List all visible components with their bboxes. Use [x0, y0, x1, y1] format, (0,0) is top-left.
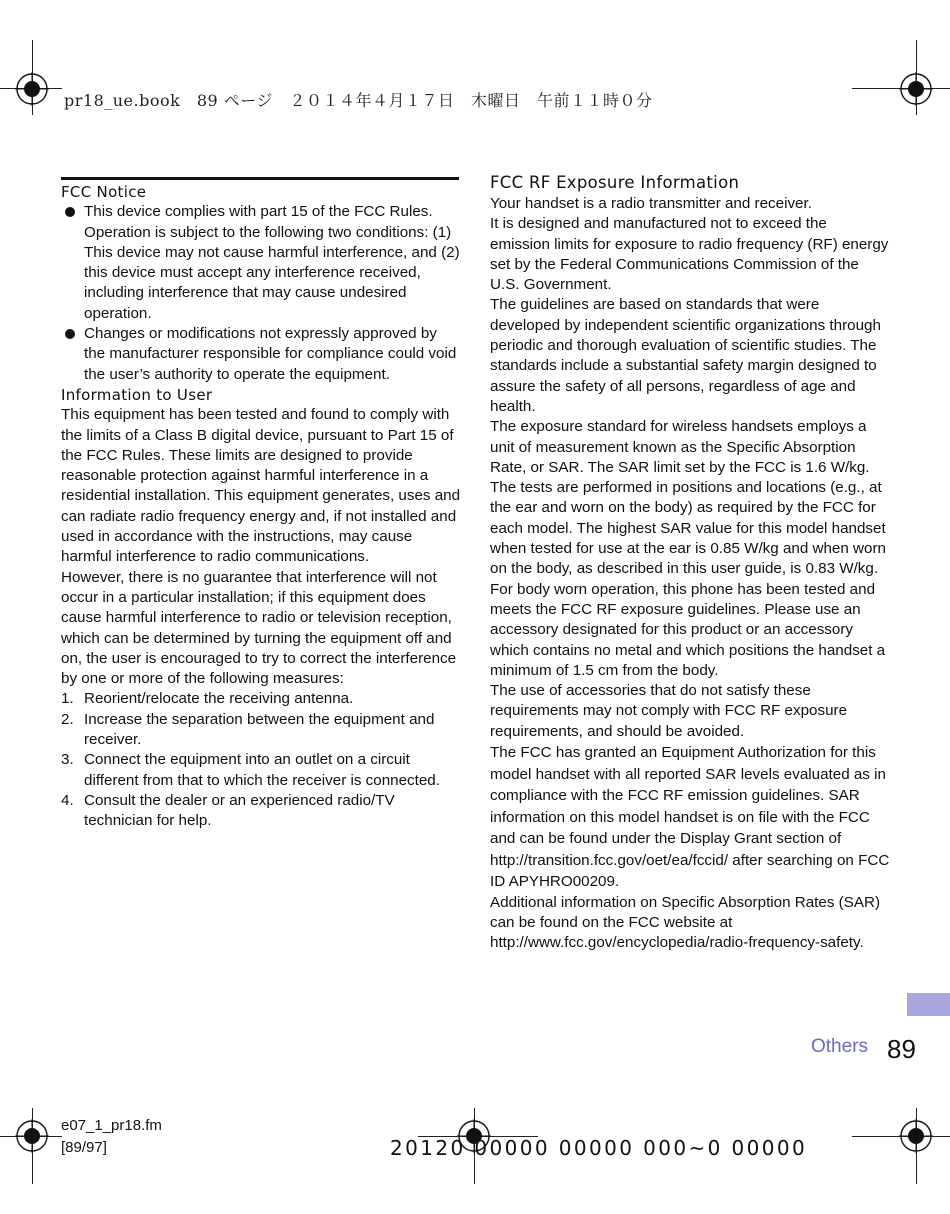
step-number: 1.	[61, 690, 74, 708]
list-item	[61, 689, 461, 709]
step-number: 4.	[61, 791, 74, 809]
rf-paragraph: Your handset is a radio transmitter and receiver.	[490, 195, 812, 212]
step-text: Reorient/relocate the receiving antenna.	[84, 690, 354, 708]
rf-paragraph: The tests are performed in positions and locations (e.g., at the ear and worn on the body) as required by the FCC for each model. The highest SAR value for this model handset when tested for use at the ear is 0.85 W/kg and when worn on the body, as described in this user guide, is 0.83 W/kg.	[490, 479, 886, 578]
list-item	[61, 324, 461, 385]
source-file-name: e07_1_pr18.fm	[61, 1117, 162, 1134]
rf-paragraph: The FCC has granted an Equipment Authorization for this model handset with all reported SAR levels evaluated as in compliance with the FCC RF emission guidelines. SAR information on this model handset is on file with the FCC and can be found under the Display Grant section of http://transition.fcc.gov/oet/ea/fccid/ after searching on FCC ID APYHRO00209.	[490, 744, 890, 891]
right-column	[490, 172, 890, 953]
measures-list	[61, 689, 461, 831]
left-column	[61, 182, 461, 832]
information-to-user-heading: Information to User	[61, 385, 213, 404]
step-number: 3.	[61, 751, 74, 769]
step-text: Increase the separation between the equipment and receiver.	[84, 710, 435, 749]
info-paragraph: This equipment has been tested and found to comply with the limits of a Class B digital device, pursuant to Part 15 of the FCC Rules. These limits are designed to provide reasonable protection against harmful interference in a residential installation. This equipment generates, uses and can radiate radio frequency energy and, if not installed and used in accordance with the instructions, may cause harmful interference to radio communications.	[61, 406, 461, 566]
rf-paragraph: The use of accessories that do not satisfy these requirements may not comply with FCC RF exposure requirements, and should be avoided.	[490, 682, 848, 740]
page-range: [89/97]	[61, 1139, 107, 1156]
print-code: 20120 00000 00000 000~0 00000	[390, 1136, 808, 1160]
rf-paragraph: It is designed and manufactured not to exceed the emission limits for exposure to radio frequency (RF) energy set by the Federal Communications Commission of the U.S. Government.	[490, 215, 889, 294]
print-header: pr18_ue.book 89 ページ ２０１４年４月１７日 木曜日 午前１１時０分	[64, 91, 653, 110]
section-label: Others	[811, 1036, 869, 1057]
registration-mark-icon	[15, 72, 49, 106]
list-item	[61, 750, 461, 791]
section-tab	[907, 993, 950, 1016]
fcc-notice-heading: FCC Notice	[61, 183, 147, 201]
list-item	[61, 710, 461, 751]
page-number: 89	[887, 1034, 916, 1064]
bullet-icon	[65, 329, 75, 339]
step-number: 2.	[61, 710, 74, 728]
rf-paragraph: Additional information on Specific Absorption Rates (SAR) can be found on the FCC website at http://www.fcc.gov/encyclopedia/radio-frequency-safety.	[490, 893, 881, 952]
registration-mark-icon	[15, 1119, 49, 1153]
list-item	[61, 202, 461, 324]
registration-mark-icon	[899, 1119, 933, 1153]
section-top-rule	[61, 177, 459, 180]
info-paragraph: However, there is no guarantee that interference will not occur in a particular installation; if this equipment does cause harmful interference to radio or television reception, which can be determined by turning the equipment off and on, the user is encouraged to try to correct the interference by one or more of the following measures:	[61, 568, 457, 688]
bullet-text: Changes or modifications not expressly approved by the manufacturer responsible for compliance could void the user’s authority to operate the equipment.	[84, 325, 457, 383]
rf-paragraph: For body worn operation, this phone has been tested and meets the FCC RF exposure guidelines. Please use an accessory designated for this product or an accessory which contains no metal and which positions the handset a minimum of 1.5 cm from the body.	[490, 580, 886, 679]
rf-paragraph: The exposure standard for wireless handsets employs a unit of measurement known as the Specific Absorption Rate, or SAR. The SAR limit set by the FCC is 1.6 W/kg.	[490, 418, 870, 476]
step-text: Connect the equipment into an outlet on a circuit different from that to which the receiver is connected.	[84, 751, 440, 789]
step-text: Consult the dealer or an experienced radio/TV technician for help.	[84, 791, 395, 830]
rf-exposure-heading: FCC RF Exposure Information	[490, 173, 740, 192]
list-item	[61, 791, 461, 832]
bullet-icon	[65, 207, 75, 217]
rf-paragraph: The guidelines are based on standards that were developed by independent scientific organizations through periodic and thorough evaluation of scientific studies. The standards include a substantial safety margin designed to assure the safety of all persons, regardless of age and health.	[490, 296, 881, 415]
bullet-text: This device complies with part 15 of the FCC Rules. Operation is subject to the following two conditions: (1) This device may not cause harmful interference, and (2) this device must accept any interference received, including interference that may cause undesired operation.	[84, 203, 460, 322]
fcc-notice-list	[61, 202, 461, 385]
registration-mark-icon	[899, 72, 933, 106]
